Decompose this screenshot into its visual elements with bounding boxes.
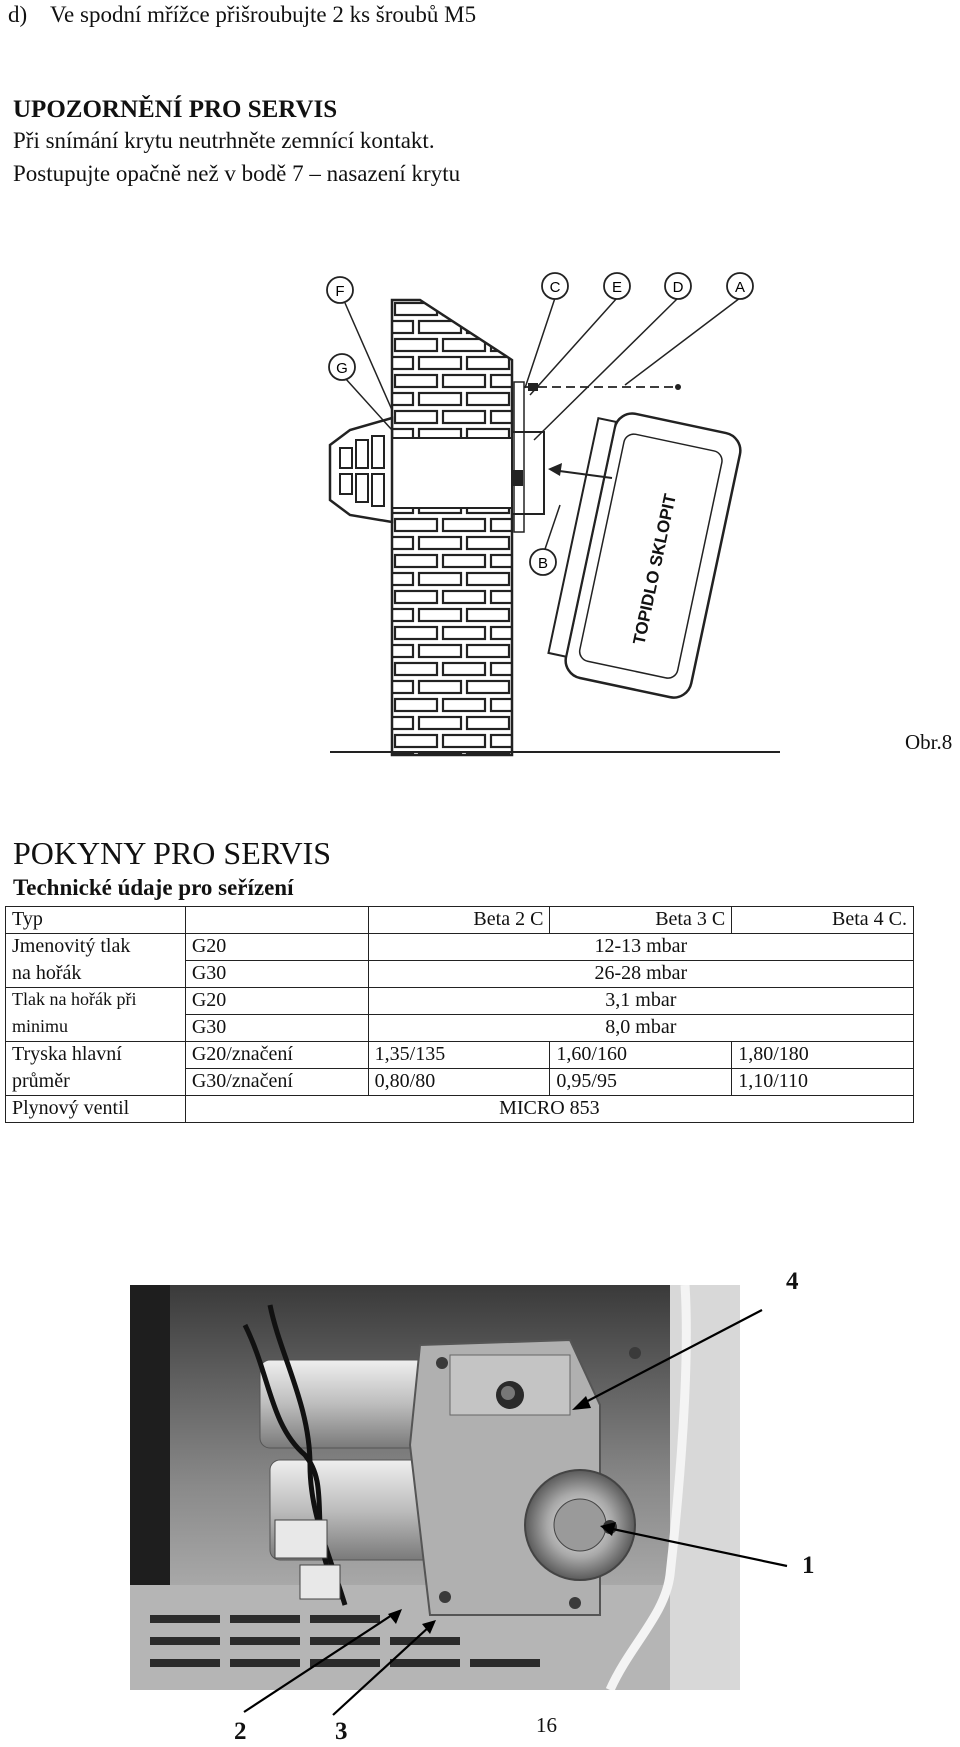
nozzle-label-1: Tryska hlavní [6,1042,186,1069]
brick-wall [392,300,512,755]
nozzle-gas-g20: G20/značení [185,1042,368,1069]
min-gas-g30: G30 [185,1015,368,1042]
callout-E [604,273,630,299]
header-beta4: Beta 4 C. [732,907,914,934]
figure-8-diagram [300,260,780,760]
nozzle-g30-beta2: 0,80/80 [368,1069,550,1096]
table-row [6,1042,914,1069]
callout-G [329,354,355,380]
page-number: 16 [536,1713,557,1737]
min-value-g30: 8,0 mbar [368,1015,913,1042]
callout-C [542,273,568,299]
warning-line-2: Postupujte opačně než v bodě 7 – nasazení krytu [13,161,461,186]
nominal-label-2: na hořák [6,961,186,988]
nozzle-gas-g30: G30/značení [185,1069,368,1096]
callout-3: 3 [335,1718,348,1745]
svg-text:E: E [611,279,623,296]
header-beta3: Beta 3 C [550,907,732,934]
nominal-gas-g20: G20 [185,934,368,961]
nominal-value-g30: 26-28 mbar [368,961,913,988]
nominal-value-g20: 12-13 mbar [368,934,913,961]
svg-text:D: D [672,279,684,296]
header-gas [185,907,368,934]
step-letter: d) [8,2,28,27]
warning-line-1: Při snímání krytu neutrhněte zemnící kontakt. [13,128,435,153]
table-row [6,934,914,961]
callout-B [530,549,556,575]
outer-grille [330,418,392,522]
callout-2: 2 [234,1718,247,1745]
callout-1: 1 [802,1552,815,1579]
service-subtitle: Technické údaje pro seřízení [13,875,294,900]
nozzle-g20-beta2: 1,35/135 [368,1042,550,1069]
nozzle-g20-beta4: 1,80/180 [732,1042,914,1069]
nozzle-label-2: průměr [6,1069,186,1096]
nominal-label-1: Jmenovitý tlak [6,934,186,961]
photo-callout-lines [240,1270,840,1747]
warning-title: UPOZORNĚNÍ PRO SERVIS [13,96,338,123]
nominal-gas-g30: G30 [185,961,368,988]
min-label-1: Tlak na hořák při [6,988,186,1015]
callout-A [727,273,753,299]
table-row [6,1096,914,1123]
heater-text: TOPIDLO SKLOPIT [629,492,680,647]
callout-F [327,277,353,303]
svg-text:B: B [537,555,549,572]
valve-label: Plynový ventil [6,1096,186,1123]
table-row [6,988,914,1015]
table-row [6,961,914,988]
nozzle-g30-beta3: 0,95/95 [550,1069,732,1096]
table-row [6,1069,914,1096]
service-title: POKYNY PRO SERVIS [13,835,332,871]
nozzle-g30-beta4: 1,10/110 [732,1069,914,1096]
table-header-row [6,907,914,934]
step-d [8,2,476,28]
step-text: Ve spodní mřížce přišroubujte 2 ks šroubů M5 [50,2,477,27]
callout-4: 4 [786,1268,799,1295]
header-typ: Typ [6,907,186,934]
callout-D [665,273,691,299]
min-value-g20: 3,1 mbar [368,988,913,1015]
svg-text:C: C [549,279,561,296]
table-row [6,1015,914,1042]
min-gas-g20: G20 [185,988,368,1015]
svg-text:A: A [734,279,746,296]
technical-data-table [5,906,914,1123]
min-label-2: minimu [6,1015,186,1042]
header-beta2: Beta 2 C [368,907,550,934]
nozzle-g20-beta3: 1,60/160 [550,1042,732,1069]
figure-caption: Obr.8 [905,730,953,754]
valve-value: MICRO 853 [185,1096,913,1123]
svg-text:G: G [336,360,348,377]
svg-text:F: F [335,283,345,300]
heater-body [545,406,744,700]
